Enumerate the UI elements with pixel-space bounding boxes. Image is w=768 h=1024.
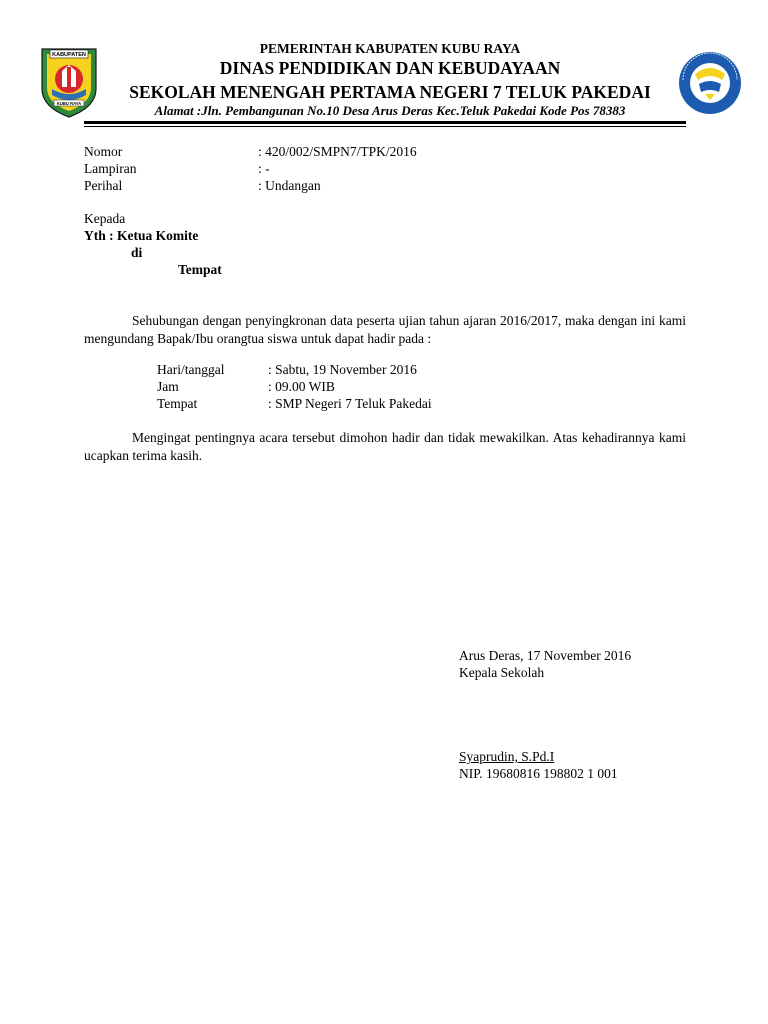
header-government: PEMERINTAH KABUPATEN KUBU RAYA xyxy=(259,41,521,56)
svg-text:KUBU RAYA: KUBU RAYA xyxy=(56,101,82,106)
header-school-name: SEKOLAH MENENGAH PERTAMA NEGERI 7 TELUK PAKEDAI xyxy=(129,82,651,102)
detail-label-hari: Hari/tanggal xyxy=(157,362,225,377)
perihal-value: : Undangan xyxy=(258,178,321,193)
lampiran-value: : - xyxy=(258,161,270,176)
signature-place-date: Arus Deras, 17 November 2016 xyxy=(459,648,632,663)
kubu-raya-logo xyxy=(38,45,100,119)
detail-value-jam: : 09.00 WIB xyxy=(268,379,335,394)
recipient-kepada: Kepada xyxy=(84,211,126,226)
detail-label-tempat: Tempat xyxy=(157,396,198,411)
body-paragraph-1: Sehubungan dengan penyingkronan data peserta ujian tahun ajaran 2016/2017, maka dengan ini kami mengundang Bapak/Ibu orangtua siswa untuk dapat hadir pada : xyxy=(84,313,686,346)
recipient-yth: Yth : Ketua Komite xyxy=(84,228,199,243)
detail-value-hari: : Sabtu, 19 November 2016 xyxy=(268,362,417,377)
nomor-label: Nomor xyxy=(84,144,123,159)
recipient-tempat: Tempat xyxy=(178,262,222,277)
detail-label-jam: Jam xyxy=(157,379,179,394)
header-rule-thick xyxy=(84,121,686,124)
svg-text:KABUPATEN: KABUPATEN xyxy=(52,52,86,58)
recipient-di: di xyxy=(131,245,143,260)
nomor-value: : 420/002/SMPN7/TPK/2016 xyxy=(258,144,417,159)
signature-name: Syaprudin, S.Pd.I xyxy=(459,749,555,764)
header-rule-thin xyxy=(84,126,686,127)
signature-nip: NIP. 19680816 198802 1 001 xyxy=(459,766,618,781)
tut-wuri-handayani-logo xyxy=(675,50,745,116)
body-paragraph-2: Mengingat pentingnya acara tersebut dimohon hadir dan tidak mewakilkan. Atas kehadirannya kami ucapkan terima kasih. xyxy=(84,430,686,463)
signature-title: Kepala Sekolah xyxy=(459,665,545,680)
lampiran-label: Lampiran xyxy=(84,161,137,176)
perihal-label: Perihal xyxy=(84,178,123,193)
header-department: DINAS PENDIDIKAN DAN KEBUDAYAAN xyxy=(219,58,561,78)
detail-value-tempat: : SMP Negeri 7 Teluk Pakedai xyxy=(268,396,432,411)
header-address: Alamat :Jln. Pembangunan No.10 Desa Arus Deras Kec.Teluk Pakedai Kode Pos 78383 xyxy=(154,103,626,118)
